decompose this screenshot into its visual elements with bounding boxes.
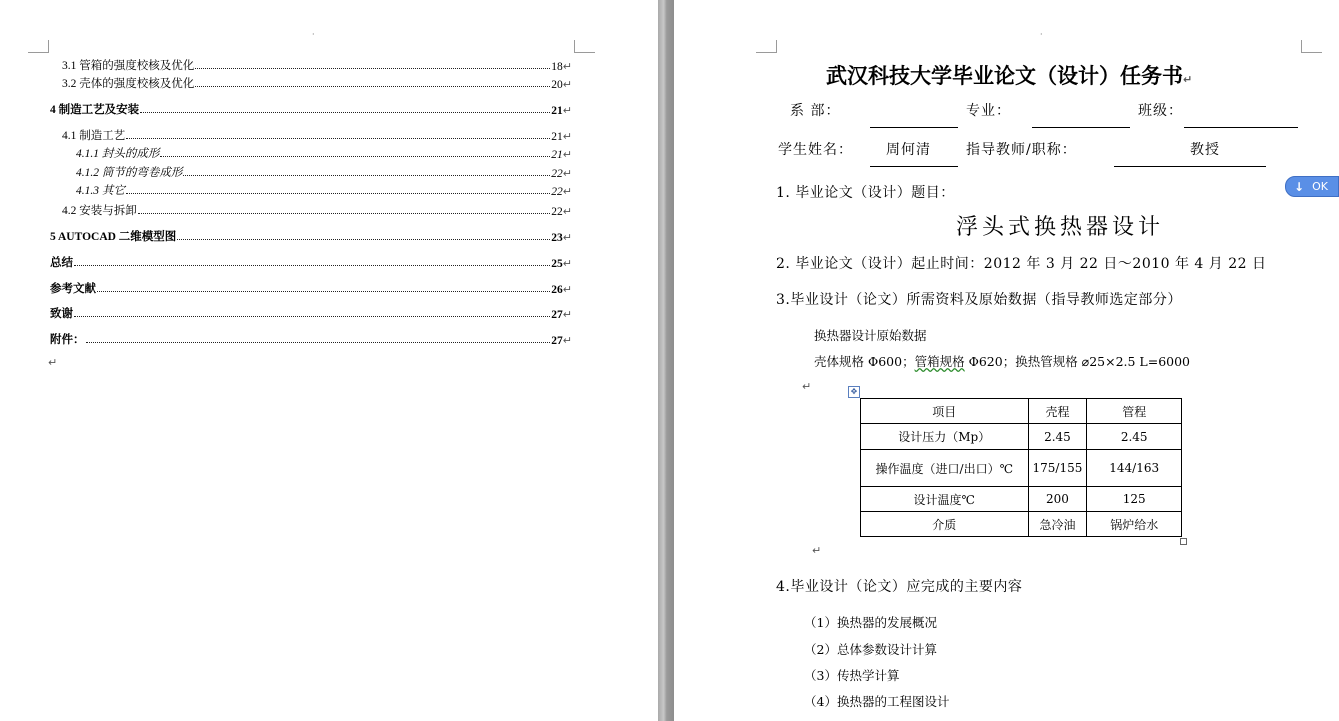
paragraph-mark: ↵ (562, 148, 572, 161)
toc-leader (140, 112, 550, 113)
paragraph-mark: ↵ (562, 334, 572, 347)
toc-entry-title: 4.1.1 封头的成形 (76, 148, 160, 160)
section-3-heading: 3.毕业设计（论文）所需资料及原始数据（指导教师选定部分） (776, 292, 1182, 308)
spec-tube-box: 管箱规格 (914, 354, 965, 369)
page-gutter (658, 0, 674, 721)
down-arrow-icon: ↓ (1294, 179, 1305, 194)
student-name-label: 学生姓名： (778, 142, 853, 158)
toc-page-number: 27 (551, 335, 563, 347)
design-data-table (860, 398, 1182, 537)
toc-page-number: 21 (551, 131, 563, 143)
paragraph-mark: ↵ (562, 283, 572, 296)
toc-page-number: 22 (551, 186, 563, 198)
toc-page-number: 20 (551, 79, 563, 91)
toc-entry[interactable] (76, 143, 572, 161)
paragraph-mark: ↵ (48, 356, 58, 369)
toc-entry[interactable] (62, 55, 572, 73)
page-center-mark: · (1040, 30, 1043, 39)
ok-button[interactable] (1285, 176, 1339, 197)
toc-entry-title: 附件： (50, 334, 85, 346)
spec-shell: 壳体规格 Φ600； (814, 354, 915, 369)
thesis-subject: 浮头式换热器设计 (956, 215, 1165, 240)
advisor-underline (1114, 166, 1266, 167)
paragraph-mark: ↵ (812, 544, 822, 557)
paragraph-mark: ↵ (802, 380, 812, 393)
paragraph-mark: ↵ (562, 130, 572, 143)
toc-entry[interactable] (76, 180, 572, 198)
toc-page-number: 25 (551, 258, 563, 270)
section-4-heading: 4.毕业设计（论文）应完成的主要内容 (776, 579, 1023, 595)
toc-leader (183, 175, 550, 176)
toc-page-number: 23 (551, 232, 563, 244)
student-name-underline (870, 166, 958, 167)
toc-leader (97, 291, 550, 292)
cell-shell: 175/155 (1028, 450, 1087, 487)
cell-tube: 锅炉给水 (1087, 512, 1182, 537)
cell-shell: 2.45 (1028, 424, 1087, 450)
cell-item: 介质 (861, 512, 1029, 537)
data-heading: 换热器设计原始数据 (814, 328, 927, 343)
toc-page-number: 18 (551, 61, 563, 73)
cell-tube: 125 (1087, 487, 1182, 512)
toc-entry-title: 4.1 制造工艺 (62, 130, 126, 142)
toc-leader (74, 265, 550, 266)
table-row (861, 450, 1182, 487)
content-item: （3）传热学计算 (804, 668, 900, 683)
toc-page-number: 21 (551, 105, 563, 117)
toc-leader (126, 138, 550, 139)
toc-page-number: 26 (551, 284, 563, 296)
page-center-mark: · (312, 30, 315, 39)
department-label: 系 部： (790, 103, 841, 119)
table-header-row (861, 399, 1182, 424)
toc-page-number: 21 (551, 149, 563, 161)
section-2-heading: 2. 毕业论文（设计）起止时间：2012 年 3 月 22 日～2010 年 4 月 22 日 (776, 256, 1267, 272)
toc-page-number: 22 (551, 168, 563, 180)
toc-leader (160, 156, 550, 157)
toc-entry-title: 4.1.2 筒节的弯卷成形 (76, 167, 183, 179)
section-1-heading: 1. 毕业论文（设计）题目： (776, 185, 955, 201)
toc-entry[interactable] (50, 278, 572, 296)
major-label: 专业： (966, 103, 1011, 119)
toc-entry[interactable] (50, 329, 572, 347)
toc-entry-title: 3.1 管箱的强度校核及优化 (62, 60, 195, 72)
paragraph-mark: ↵ (562, 257, 572, 270)
table-row (861, 424, 1182, 450)
paragraph-mark: ↵ (562, 205, 572, 218)
toc-leader (138, 213, 551, 214)
cell-item: 设计压力（Mp） (861, 424, 1029, 450)
toc-entry[interactable] (62, 200, 572, 218)
toc-entry[interactable] (76, 162, 572, 180)
right-page (674, 0, 1339, 721)
toc-leader (86, 342, 551, 343)
advisor-title-value[interactable]: 教授 (1190, 142, 1220, 158)
department-field[interactable] (870, 127, 958, 128)
ok-button-label: OK (1312, 180, 1328, 193)
toc-leader (177, 239, 550, 240)
toc-entry[interactable] (62, 125, 572, 143)
toc-leader (195, 86, 550, 87)
toc-entry[interactable] (50, 226, 572, 244)
paragraph-mark: ↵ (562, 185, 572, 198)
toc-entry[interactable] (50, 303, 572, 321)
toc-leader (74, 316, 550, 317)
content-item: （4）换热器的工程图设计 (804, 694, 950, 709)
toc-entry-title: 4.2 安装与拆卸 (62, 205, 137, 217)
crop-mark-top-right (1301, 40, 1322, 53)
major-field[interactable] (1032, 127, 1130, 128)
toc-entry[interactable] (62, 73, 572, 91)
crop-mark-top-right (574, 40, 595, 53)
paragraph-mark: ↵ (562, 167, 572, 180)
toc-leader (126, 193, 550, 194)
header-item: 项目 (861, 399, 1029, 424)
paragraph-mark: ↵ (562, 60, 572, 73)
student-name-value[interactable]: 周何清 (886, 142, 931, 158)
paragraph-mark: ↵ (562, 78, 572, 91)
class-label: 班级： (1138, 103, 1183, 119)
toc-entry-title: 总结 (50, 257, 73, 269)
header-shell: 壳程 (1028, 399, 1087, 424)
toc-entry-title: 致谢 (50, 308, 73, 320)
paragraph-mark: ↵ (562, 308, 572, 321)
table-resize-handle[interactable] (1180, 538, 1187, 545)
cell-shell: 200 (1028, 487, 1087, 512)
content-item: （2）总体参数设计计算 (804, 642, 937, 657)
toc-entry-title: 3.2 壳体的强度校核及优化 (62, 78, 195, 90)
cell-shell: 急冷油 (1028, 512, 1087, 537)
toc-entry-title: 4.1.3 其它 (76, 185, 125, 197)
cell-tube: 2.45 (1087, 424, 1182, 450)
document-title: 武汉科技大学毕业论文（设计）任务书↵ (826, 64, 1193, 88)
crop-mark-top-left (28, 40, 49, 53)
toc-entry-title: 参考文献 (50, 283, 96, 295)
toc-entry[interactable] (50, 252, 572, 270)
advisor-label: 指导教师/职称： (966, 142, 1077, 158)
toc-leader (195, 68, 550, 69)
table-row (861, 487, 1182, 512)
toc-page-number: 22 (551, 206, 563, 218)
left-page (0, 0, 658, 721)
header-tube: 管程 (1087, 399, 1182, 424)
cell-tube: 144/163 (1087, 450, 1182, 487)
class-field[interactable] (1184, 127, 1298, 128)
paragraph-mark: ↵ (562, 231, 572, 244)
paragraph-mark: ↵ (562, 104, 572, 117)
crop-mark-top-left (756, 40, 777, 53)
cell-item: 操作温度（进口/出口）℃ (861, 450, 1029, 487)
toc-page-number: 27 (551, 309, 563, 321)
content-item: （1）换热器的发展概况 (804, 615, 937, 630)
spec-tubes: Φ620；换热管规格 ⌀25×2.5 L=6000 (964, 354, 1191, 369)
toc-entry[interactable] (50, 99, 572, 117)
toc-entry-title: 5 AUTOCAD 二维模型图 (50, 231, 177, 243)
toc-entry-title: 4 制造工艺及安装 (50, 104, 140, 116)
table-row (861, 512, 1182, 537)
cell-item: 设计温度℃ (861, 487, 1029, 512)
table-move-handle-icon[interactable]: ✥ (848, 386, 860, 398)
spec-line (814, 352, 1190, 370)
